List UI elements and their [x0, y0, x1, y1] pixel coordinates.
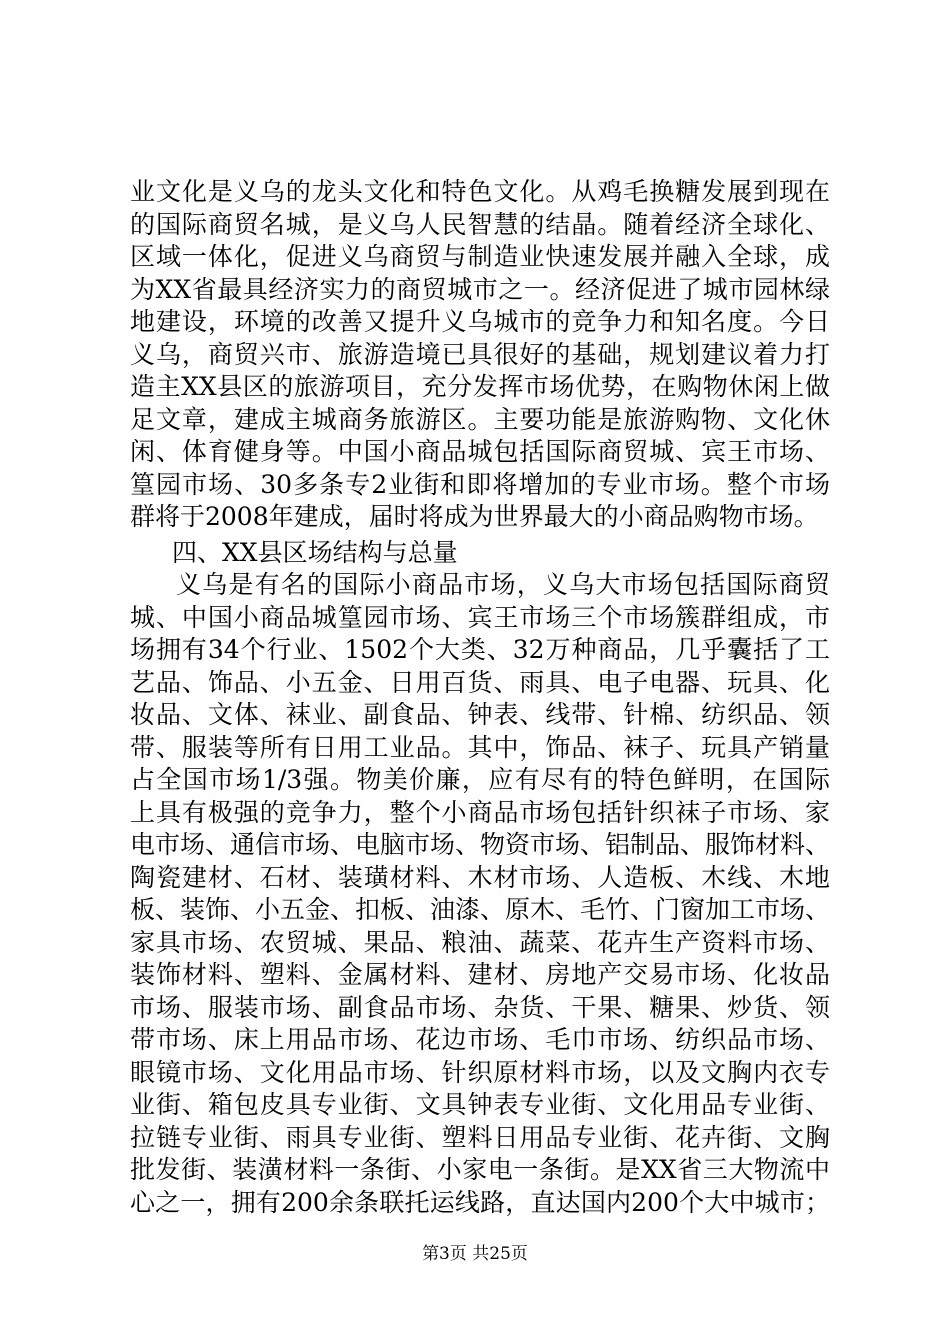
- text-line: 区域一体化，促进义乌商贸与制造业快速发展并融入全球，成: [130, 242, 830, 271]
- text-line: 家具市场、农贸城、果品、粮油、蔬菜、花卉生产资料市场、: [130, 927, 830, 957]
- text-line: 义乌，商贸兴市、旅游造境已具很好的基础，规划建议着力打: [130, 339, 830, 369]
- text-line: 义乌是有名的国际小商品市场，义乌大市场包括国际商贸: [176, 570, 830, 599]
- paragraph-commerce-culture: [130, 176, 830, 534]
- text-line: 城、中国小商品城篁园市场、宾王市场三个市场簇群组成，市: [130, 602, 830, 632]
- text-line: 为XX省最具经济实力的商贸城市之一。经济促进了城市园林绿: [130, 274, 830, 304]
- text-line: 带、服装等所有日用工业品。其中，饰品、袜子、玩具产销量: [130, 732, 830, 762]
- text-line: 拉链专业街、雨具专业街、塑料日用品专业街、花卉街、文胸: [130, 1122, 830, 1152]
- text-line: 场拥有34个行业、1502个大类、32万种商品，几乎囊括了工: [130, 635, 830, 664]
- text-line: 艺品、饰品、小五金、日用百货、雨具、电子电器、玩具、化: [130, 667, 830, 697]
- text-line: 眼镜市场、文化用品市场、针织原材料市场，以及文胸内衣专: [130, 1057, 830, 1087]
- paragraph-market-structure: [130, 569, 830, 1219]
- section-heading: 四、XX县区场结构与总量: [172, 538, 458, 567]
- text-line: 篁园市场、30多条专2业街和即将增加的专业市场。整个市场: [130, 469, 830, 499]
- text-line: 板、装饰、小五金、扣板、油漆、原木、毛竹、门窗加工市场、: [130, 895, 831, 924]
- text-line: 造主XX县区的旅游项目，充分发挥市场优势，在购物休闲上做: [130, 372, 830, 401]
- text-line: 妆品、文体、袜业、副食品、钟表、线带、针棉、纺织品、领: [130, 700, 830, 729]
- text-line: 足文章，建成主城商务旅游区。主要功能是旅游购物、文化休: [130, 404, 830, 434]
- text-line: 心之一，拥有200余条联托运线路，直达国内200个大中城市；: [130, 1187, 830, 1217]
- text-line: 的国际商贸名城，是义乌人民智慧的结晶。随着经济全球化、: [130, 209, 830, 239]
- text-line: 电市场、通信市场、电脑市场、物资市场、铝制品、服饰材料、: [130, 830, 831, 859]
- text-line: 带市场、床上用品市场、花边市场、毛巾市场、纺织品市场、: [130, 1025, 830, 1054]
- text-line: 市场、服装市场、副食品市场、杂货、干果、糖果、炒货、领: [130, 992, 830, 1022]
- text-line: 地建设，环境的改善又提升义乌城市的竞争力和知名度。今日: [130, 307, 830, 336]
- text-line: 批发街、装潢材料一条街、小家电一条街。是XX省三大物流中: [130, 1155, 830, 1184]
- text-line: 业街、箱包皮具专业街、文具钟表专业街、文化用品专业街、: [130, 1090, 830, 1119]
- text-line: 业文化是义乌的龙头文化和特色文化。从鸡毛换糖发展到现在: [130, 177, 830, 206]
- text-line: 上具有极强的竞争力，整个小商品市场包括针织袜子市场、家: [130, 797, 830, 827]
- text-line: 装饰材料、塑料、金属材料、建材、房地产交易市场、化妆品: [130, 960, 830, 989]
- text-line: 占全国市场1/3强。物美价廉，应有尽有的特色鲜明，在国际: [130, 765, 830, 794]
- page-number-footer: 第3页 共25页: [422, 1244, 528, 1264]
- text-line: 群将于2008年建成，届时将成为世界最大的小商品购物市场。: [130, 502, 819, 531]
- text-line: 闲、体育健身等。中国小商品城包括国际商贸城、宾王市场、: [130, 437, 830, 466]
- text-line: 陶瓷建材、石材、装璜材料、木材市场、人造板、木线、木地: [130, 862, 830, 892]
